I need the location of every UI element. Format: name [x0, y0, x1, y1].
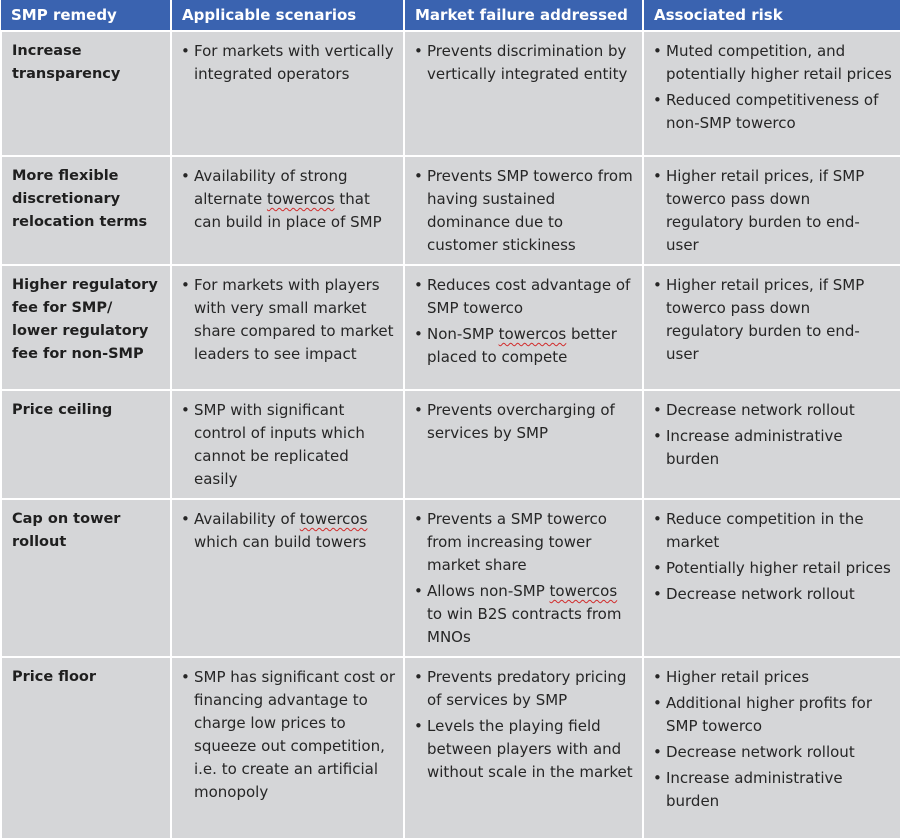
scenarios-cell	[171, 265, 404, 390]
list-item: • Increase administrative burden	[652, 767, 892, 813]
list-item: • Muted competition, and potentially higher retail prices	[652, 40, 892, 86]
list-item: • For markets with players with very small market share compared to market leaders to see impact	[180, 274, 395, 366]
spellcheck-word: towercos	[299, 510, 368, 528]
failure-cell	[404, 657, 643, 839]
list-item: • Prevents discrimination by vertically integrated entity	[413, 40, 634, 86]
risk-cell	[643, 265, 900, 390]
header-applicable-scenarios: Applicable scenarios	[171, 0, 404, 31]
list-item: • SMP with significant control of inputs which cannot be replicated easily	[180, 399, 395, 491]
list-item: • SMP has significant cost or financing advantage to charge low prices to squeeze out competition, i.e. to create an artificial monopoly	[180, 666, 395, 804]
list-item: • Decrease network rollout	[652, 583, 892, 606]
risk-cell	[643, 156, 900, 265]
list-item: • Availability of strong alternate towercos that can build in place of SMP	[180, 165, 395, 234]
table-row	[1, 265, 900, 390]
list-item: • Higher retail prices	[652, 666, 892, 689]
scenarios-cell	[171, 499, 404, 657]
list-item: • Increase administrative burden	[652, 425, 892, 471]
remedy-cell: Higher regulatory fee for SMP/ lower regulatory fee for non-SMP	[1, 265, 171, 390]
failure-cell	[404, 156, 643, 265]
failure-cell	[404, 390, 643, 499]
header-smp-remedy: SMP remedy	[1, 0, 171, 31]
remedy-cell: Price floor	[1, 657, 171, 839]
list-item: • Decrease network rollout	[652, 399, 892, 422]
list-item: • Reduces cost advantage of SMP towerco	[413, 274, 634, 320]
list-item: • Higher retail prices, if SMP towerco pass down regulatory burden to end-user	[652, 274, 892, 366]
list-item: • Reduced competitiveness of non-SMP towerco	[652, 89, 892, 135]
list-item: • Reduce competition in the market	[652, 508, 892, 554]
list-item: • Additional higher profits for SMP towerco	[652, 692, 892, 738]
spellcheck-word: towercos	[498, 325, 567, 343]
list-item: • Prevents a SMP towerco from increasing tower market share	[413, 508, 634, 577]
list-item: • Non-SMP towercos better placed to compete	[413, 323, 634, 369]
scenarios-cell	[171, 390, 404, 499]
list-item: • Allows non-SMP towercos to win B2S contracts from MNOs	[413, 580, 634, 649]
spellcheck-word: towercos	[549, 582, 618, 600]
risk-cell	[643, 390, 900, 499]
table-row	[1, 156, 900, 265]
list-item: • Potentially higher retail prices	[652, 557, 892, 580]
remedy-cell: More flexible discretionary relocation terms	[1, 156, 171, 265]
spellcheck-word: towercos	[266, 190, 335, 208]
list-item: • Higher retail prices, if SMP towerco pass down regulatory burden to end-user	[652, 165, 892, 257]
risk-cell	[643, 499, 900, 657]
list-item: • Levels the playing field between players with and without scale in the market	[413, 715, 634, 784]
header-row	[1, 0, 900, 31]
scenarios-cell	[171, 657, 404, 839]
remedy-cell: Cap on tower rollout	[1, 499, 171, 657]
list-item: • Prevents SMP towerco from having sustained dominance due to customer stickiness	[413, 165, 634, 257]
risk-cell	[643, 31, 900, 156]
remedy-cell: Increase transparency	[1, 31, 171, 156]
header-market-failure: Market failure addressed	[404, 0, 643, 31]
scenarios-cell	[171, 31, 404, 156]
table-row	[1, 31, 900, 156]
failure-cell	[404, 499, 643, 657]
failure-cell	[404, 31, 643, 156]
scenarios-cell	[171, 156, 404, 265]
list-item: • Decrease network rollout	[652, 741, 892, 764]
remedy-cell: Price ceiling	[1, 390, 171, 499]
list-item: • Availability of towercos which can build towers	[180, 508, 395, 554]
failure-cell	[404, 265, 643, 390]
table-row	[1, 390, 900, 499]
table-row	[1, 499, 900, 657]
list-item: • Prevents overcharging of services by SMP	[413, 399, 634, 445]
risk-cell	[643, 657, 900, 839]
list-item: • For markets with vertically integrated operators	[180, 40, 395, 86]
list-item: • Prevents predatory pricing of services by SMP	[413, 666, 634, 712]
table-row	[1, 657, 900, 839]
header-associated-risk: Associated risk	[643, 0, 900, 31]
